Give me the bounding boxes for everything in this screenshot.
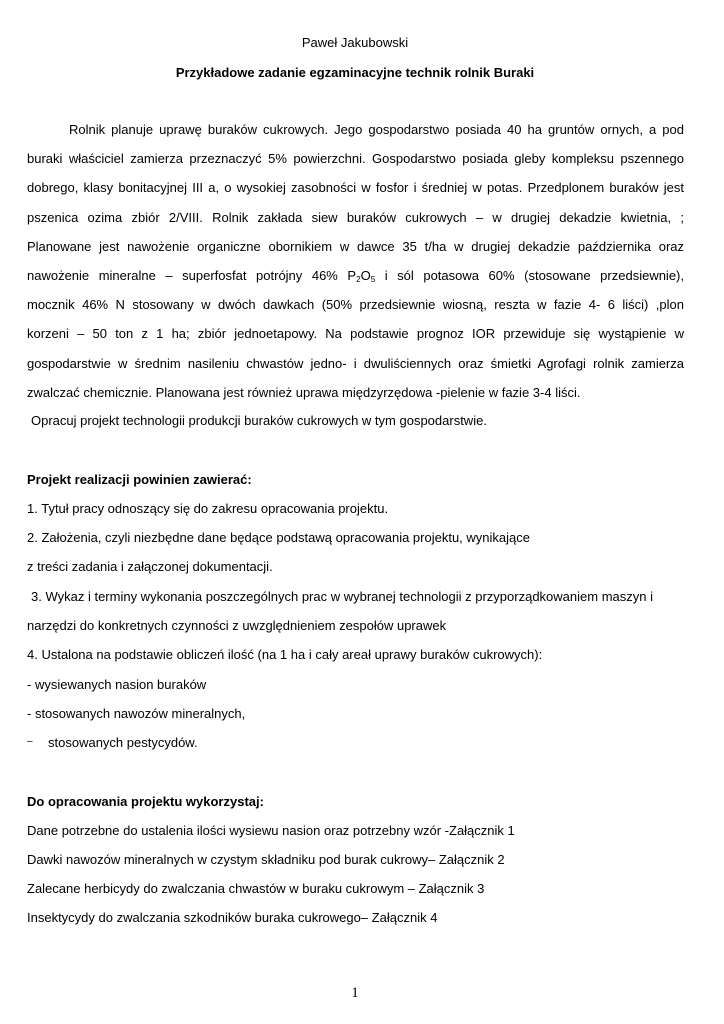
requirements-heading: Projekt realizacji powinien zawierać:	[27, 472, 252, 487]
task-line-fertilizer: nawożenie mineralne – superfosfat potrójny 46% $P_2O_5$ i sól potasowa 60% (stosowane przedsiewnie),	[27, 268, 684, 285]
resource-item: Dane potrzebne do ustalenia ilości wysiewu nasion oraz potrzebny wzór -Załącznik 1	[27, 823, 515, 838]
requirement-item: 1. Tytuł pracy odnoszący się do zakresu opracowania projektu.	[27, 501, 389, 516]
page-number: 1	[351, 985, 359, 1001]
task-line: dobrego, klasy bonitacyjnej III a, o wysokiej zasobności w fosfor i średniej w potas. Przedplonem buraków jest	[27, 180, 684, 196]
requirement-item: narzędzi do konkretnych czynności z uwzględnieniem zespołów uprawek	[27, 618, 447, 633]
task-line: gospodarstwie w średnim nasileniu chwastów jedno- i dwuliściennych oraz śmietki Agrofagi rolnik zamierza	[27, 355, 684, 371]
resource-item: Dawki nawozów mineralnych w czystym składniku pod burak cukrowy– Załącznik 2	[27, 852, 505, 867]
task-line: pszenica ozima zbiór 2/VIII. Rolnik zakłada siew buraków cukrowych – w drugiej dekadzie kwietnia, ;	[27, 209, 684, 225]
resources-heading: Do opracowania projektu wykorzystaj:	[27, 794, 264, 809]
requirement-item: 2. Założenia, czyli niezbędne dane będące podstawą opracowania projektu, wynikające	[27, 530, 530, 545]
task-line: Planowane jest nawożenie organiczne obornikiem w dawce 35 t/ha w drugiej dekadzie października oraz	[27, 238, 684, 254]
requirement-item: 4. Ustalona na podstawie obliczeń ilość (na 1 ha i cały areał uprawy buraków cukrowych):	[27, 647, 543, 662]
task-line: Rolnik planuje uprawę buraków cukrowych. Jego gospodarstwo posiada 40 ha gruntów ornych, a pod	[69, 122, 684, 137]
requirement-subitem: - wysiewanych nasion buraków	[27, 677, 207, 692]
resource-item: Insektycydy do zwalczania szkodników buraka cukrowego– Załącznik 4	[27, 910, 438, 925]
task-description	[27, 115, 684, 407]
task-instruction: Opracuj projekt technologii produkcji buraków cukrowych w tym gospodarstwie.	[31, 413, 487, 428]
author-name: Paweł Jakubowski	[301, 35, 409, 50]
task-line: buraki właściciel zamierza przeznaczyć 5% powierzchni. Gospodarstwo posiada gleby kompleksu pszennego	[27, 151, 684, 167]
task-line: zwalczać chemicznie. Planowana jest również uprawa międzyrzędowa -pielenie w fazie 3-4 liści.	[27, 384, 581, 400]
task-line: korzeni – 50 ton z 1 ha; zbiór jednoetapowy. Na podstawie prognoz IOR przewiduje się wystąpienie w	[27, 326, 684, 342]
document-title: Przykładowe zadanie egzaminacyjne technik rolnik Buraki	[175, 65, 535, 80]
dash-bullet: –	[27, 736, 33, 747]
resource-item: Zalecane herbicydy do zwalczania chwastów w buraku cukrowym – Załącznik 3	[27, 881, 485, 896]
requirement-item: z treści zadania i załączonej dokumentacji.	[27, 559, 273, 574]
task-line: mocznik 46% N stosowany w dwóch dawkach (50% przedsiewnie wiosną, reszta w fazie 4- 6 liści) ,plon	[27, 297, 684, 313]
requirement-subitem: stosowanych pestycydów.	[48, 735, 198, 750]
requirement-item: 3. Wykaz i terminy wykonania poszczególnych prac w wybranej technologii z przyporządkowaniem maszyn i	[31, 589, 653, 604]
requirement-subitem: - stosowanych nawozów mineralnych,	[27, 706, 246, 721]
